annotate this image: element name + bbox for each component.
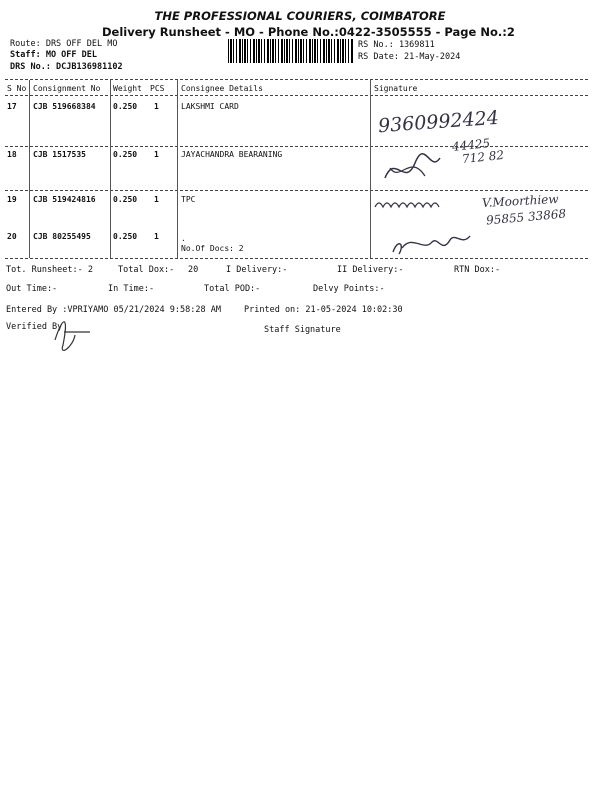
printed-on: Printed on: 21-05-2024 10:02:30 [244, 305, 403, 315]
entered-by: Entered By :VPRIYAMO 05/21/2024 9:58:28 AM [6, 305, 221, 315]
row-consignment: CJB 519668384 [33, 102, 96, 111]
rule-row17 [5, 146, 588, 147]
signature-row20 [388, 234, 488, 258]
row-pcs: 1 [154, 150, 159, 159]
row-weight: 0.250 [113, 195, 138, 204]
rule-bottom [5, 258, 588, 259]
verified-signature [50, 312, 95, 352]
out-time: Out Time:- [6, 284, 58, 294]
rs-number: RS No.: 1369811 [358, 40, 435, 50]
row-weight: 0.250 [113, 150, 138, 159]
row-weight: 0.250 [113, 232, 138, 241]
runsheet-title: Delivery Runsheet - MO - Phone No.:0422-3505555 - Page No.:2 [102, 25, 515, 39]
row-pcs: 1 [154, 232, 159, 241]
col-header-consignee: Consignee Details [181, 84, 263, 93]
row-consignee: LAKSHMI CARD [181, 102, 239, 111]
row-consignment: CJB 80255495 [33, 232, 91, 241]
row-weight: 0.250 [113, 102, 138, 111]
col-header-signature: Signature [374, 84, 418, 93]
col-divider [370, 80, 371, 258]
row-consignee: JAYACHANDRA BEARANING [181, 150, 283, 159]
total-dox-label: Total Dox:- [118, 265, 175, 275]
staff-label: Staff: MO OFF DEL [10, 50, 97, 60]
col-header-pcs: PCS [150, 84, 165, 93]
in-time: In Time:- [108, 284, 155, 294]
i-delivery: I Delivery:- [226, 265, 288, 275]
col-divider [177, 80, 178, 258]
staff-signature-label: Staff Signature [264, 325, 341, 335]
signature-scribble-row18 [380, 148, 450, 188]
delvy-points: Delvy Points:- [313, 284, 385, 294]
ii-delivery: II Delivery:- [337, 265, 404, 275]
total-pod: Total POD:- [204, 284, 261, 294]
verified-by: Verified By [6, 322, 63, 332]
drs-number: DRS No.: DCJB136981102 [10, 62, 123, 72]
row-consignment: CJB 1517535 [33, 150, 86, 159]
row-sno: 18 [7, 150, 17, 159]
rule-row18 [5, 190, 588, 191]
row-pcs: 1 [154, 102, 159, 111]
row-sno: 19 [7, 195, 17, 204]
col-header-weight: Weight [113, 84, 142, 93]
docs-count-note: No.Of Docs: 2 [181, 244, 244, 253]
row-consignee: TPC [181, 195, 196, 204]
total-dox-value: 20 [188, 265, 199, 275]
barcode [228, 39, 354, 63]
row-consignment: CJB 519424816 [33, 195, 96, 204]
rule-header [5, 95, 588, 96]
col-header-sno: S No [7, 84, 27, 93]
handwritten-phone-row19: 95855 33868 [485, 206, 567, 228]
handwritten-name-row19: V.Moorthiew [481, 192, 559, 210]
tot-runsheet: Tot. Runsheet:- 2 [6, 265, 93, 275]
row-consignee: . [181, 234, 186, 243]
company-title: THE PROFESSIONAL COURIERS, COIMBATORE [154, 9, 446, 23]
handwritten-number-row18b: 712 82 [461, 147, 505, 167]
row-pcs: 1 [154, 195, 159, 204]
route-label: Route: DRS OFF DEL MO [10, 39, 118, 49]
col-header-consignment: Consignment No [33, 84, 101, 93]
handwritten-phone-row17: 9360992424 [377, 106, 500, 138]
signature-scribble-row19 [372, 195, 452, 215]
col-divider [110, 80, 111, 258]
rtn-dox: RTN Dox:- [454, 265, 501, 275]
row-sno: 17 [7, 102, 17, 111]
col-divider [29, 80, 30, 258]
handwritten-number-row18a: 44425 [451, 136, 491, 154]
rs-date: RS Date: 21-May-2024 [358, 52, 461, 62]
rule-top [5, 79, 588, 80]
row-sno: 20 [7, 232, 17, 241]
